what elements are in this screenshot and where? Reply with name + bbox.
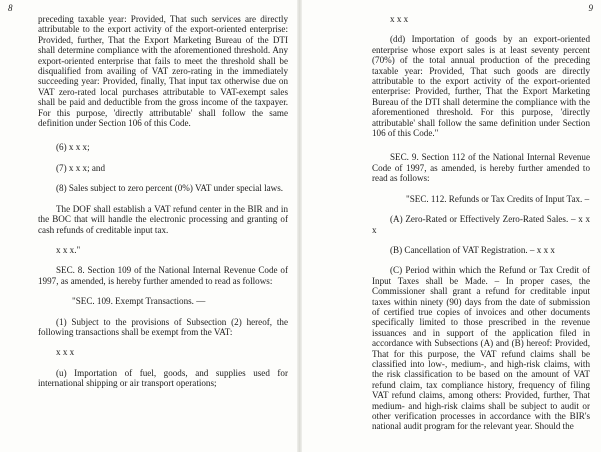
paragraph: (C) Period within which the Refund or Tax Credit of Input Taxes shall be Made. – In proper cases, the Commissioner shall grant a refund for creditable input taxes within ninety (90) days from the date of submission of certified true copies of invoices and other documents specifically limited to those prescribed in the revenue issuances and in support of the application filed in accordance with Subsections (A) and (B) hereof: Provided, That for this purpose, the VAT refund claims shall be classified into low-, medium-, and high-risk claims, with the risk classification to be based on the amount of VAT refund claim, tax compliance history, frequency of filing VAT refund claims, among others: Provided, further, That medium- and high-risk claims shall be subject to audit or other verification processes in accordance with the BIR's national audit program for the relevant year. Should the (372, 265, 590, 432)
page-number-left: 8 (8, 3, 13, 13)
paragraph: (7) x x x; and (56, 162, 105, 173)
page-number-right: 9 (588, 3, 593, 13)
paragraph: (1) Subject to the provisions of Subsection (2) hereof, the following transactions shall be exempt from the VAT: (38, 316, 288, 337)
right-page (300, 0, 601, 452)
paragraph: SEC. 8. Section 109 of the National Internal Revenue Code of 1997, as amended, is hereby further amended to read as follows: (38, 265, 288, 286)
right-text-column (372, 14, 590, 432)
paragraph: x x x (390, 14, 409, 24)
paragraph: (u) Importation of fuel, goods, and supplies used for international shipping or air transport operations; (38, 367, 288, 389)
paragraph: "SEC. 112. Refunds or Tax Credits of Input Tax. – (406, 193, 590, 204)
paragraph: (B) Cancellation of VAT Registration. – x x x (390, 244, 555, 255)
paragraph: x x x (56, 347, 75, 358)
paragraph: SEC. 9. Section 112 of the National Internal Revenue Code of 1997, as amended, is hereby further amended to read as follows: (372, 152, 590, 184)
paragraph: preceding taxable year: Provided, That such services are directly attributable to the export activity of the export-oriented enterprise: Provided, further, That the Export Marketing Bureau of the DTI shall determine compliance with the aforementioned threshold. Any export-oriented enterprise that fails to meet the threshold shall be disqualified from availing of VAT zero-rating in the immediately succeeding year: Provided, finally, That input tax otherwise due on VAT zero-rated local purchases attributable to VAT-exempt sales shall be paid and deductible from the gross income of the taxpayer. For this purpose, 'directly attributable' shall follow the same definition under Section 106 of this Code. (38, 14, 288, 129)
paragraph: (6) x x x; (56, 142, 90, 153)
paragraph: (8) Sales subject to zero percent (0%) VAT under special laws. (56, 183, 284, 194)
paragraph: "SEC. 109. Exempt Transactions. — (72, 296, 206, 307)
paragraph: (dd) Importation of goods by an export-oriented enterprise whose export sales is at least seventy percent (70%) of the total annual production of the preceding taxable year: Provided, That such goods are directly attributable to the export activity of the export-oriented enterprise: Provided, further, That the Export Marketing Bureau of the DTI shall determine the compliance with the aforementioned threshold. For this purpose, 'directly attributable' shall follow the same definition under Section 106 of this Code." (372, 34, 590, 139)
paragraph: The DOF shall establish a VAT refund center in the BIR and in the BOC that will handle the electronic processing and granting of cash refunds of creditable input tax. (38, 203, 288, 235)
left-text-column (38, 14, 288, 389)
paragraph: (A) Zero-Rated or Effectively Zero-Rated Sales. – x x x (372, 214, 590, 235)
left-page (0, 0, 300, 452)
paragraph: x x x." (56, 244, 81, 255)
